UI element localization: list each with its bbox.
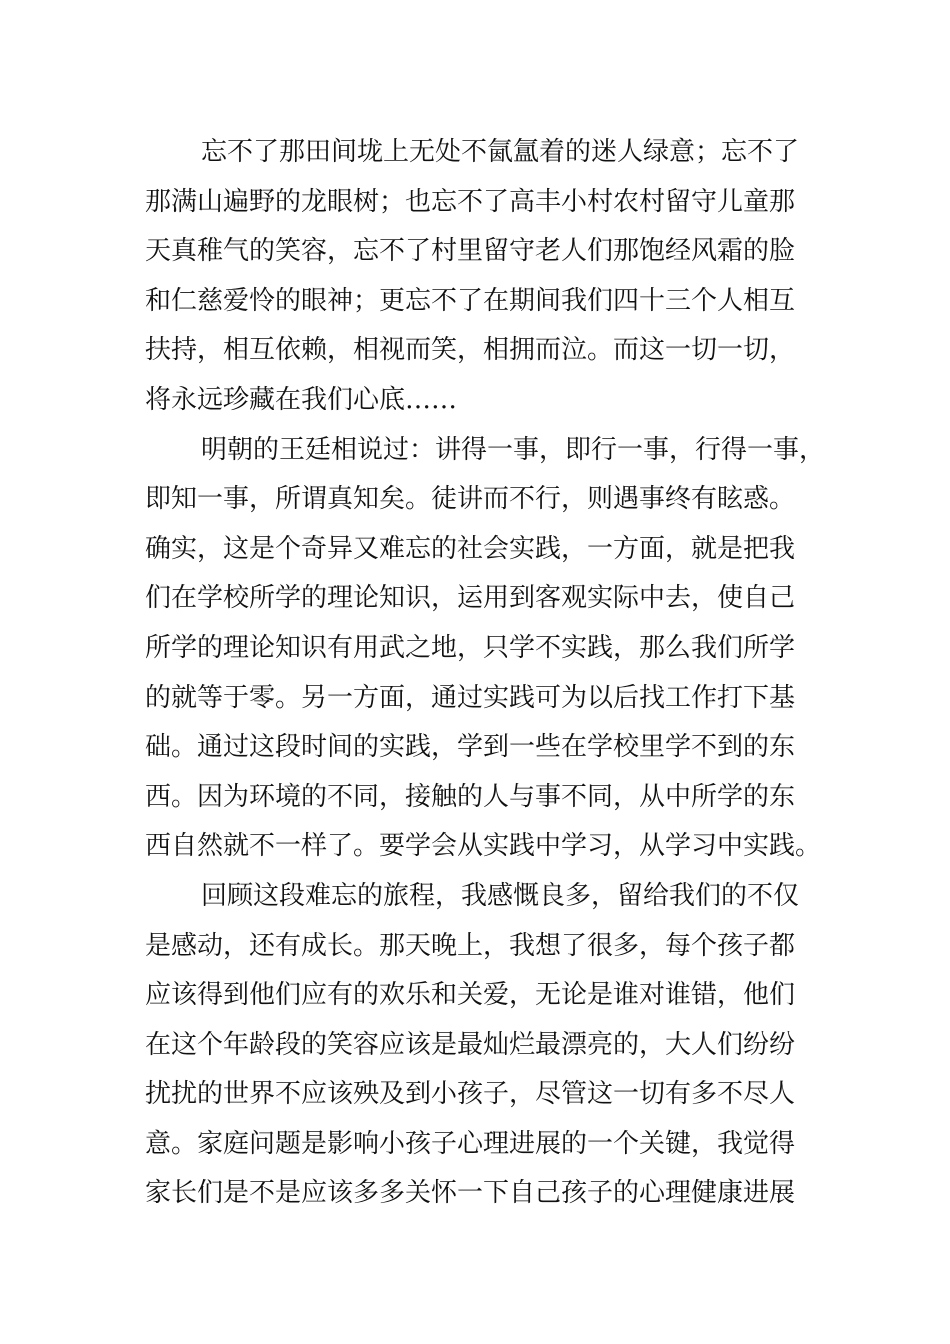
paragraph-line: 应该得到他们应有的欢乐和关爱，无论是谁对谁错，他们 [145, 980, 796, 1011]
paragraph-line: 将永远珍藏在我们心底…… [145, 384, 458, 415]
paragraph-line: 回顾这段难忘的旅程，我感慨良多，留给我们的不仅 [201, 880, 800, 911]
paragraph-line: 即知一事，所谓真知矣。徒讲而不行，则遇事终有眩惑。 [145, 484, 796, 515]
paragraph-line: 确实，这是个奇异又难忘的社会实践，一方面，就是把我 [145, 533, 796, 564]
document-body [145, 128, 825, 1219]
paragraph-1 [145, 128, 825, 426]
paragraph-line: 扰扰的世界不应该殃及到小孩子，尽管这一切有多不尽人 [145, 1079, 796, 1110]
paragraph-line: 忘不了那田间垅上无处不氤氲着的迷人绿意；忘不了 [201, 137, 800, 167]
paragraph-line: 天真稚气的笑容，忘不了村里留守老人们那饱经风霜的脸 [145, 236, 796, 267]
paragraph-line: 和仁慈爱怜的眼神；更忘不了在期间我们四十三个人相互 [145, 285, 796, 316]
paragraph-line: 是感动，还有成长。那天晚上，我想了很多，每个孩子都 [145, 930, 796, 961]
paragraph-line: 在这个年龄段的笑容应该是最灿烂最漂亮的，大人们纷纷 [145, 1029, 796, 1060]
paragraph-3 [145, 872, 825, 1219]
paragraph-line: 的就等于零。另一方面，通过实践可为以后找工作打下基 [145, 682, 796, 713]
paragraph-line: 西自然就不一样了。要学会从实践中学习，从学习中实践。 [145, 831, 822, 862]
paragraph-line: 那满山遍野的龙眼树；也忘不了高丰小村农村留守儿童那 [145, 186, 796, 217]
paragraph-line: 家长们是不是应该多多关怀一下自己孩子的心理健康进展 [145, 1178, 796, 1209]
paragraph-line: 意。家庭问题是影响小孩子心理进展的一个关键，我觉得 [145, 1128, 796, 1159]
paragraph-line: 们在学校所学的理论知识，运用到客观实际中去，使自己 [145, 583, 796, 614]
paragraph-line: 西。因为环境的不同，接触的人与事不同，从中所学的东 [145, 781, 796, 812]
paragraph-line: 础。通过这段时间的实践，学到一些在学校里学不到的东 [145, 732, 796, 763]
paragraph-line: 扶持，相互依赖，相视而笑，相拥而泣。而这一切一切， [145, 335, 796, 366]
paragraph-line: 明朝的王廷相说过：讲得一事，即行一事，行得一事， [201, 434, 826, 465]
paragraph-line: 所学的理论知识有用武之地，只学不实践，那么我们所学 [145, 632, 796, 663]
paragraph-2 [145, 426, 825, 872]
